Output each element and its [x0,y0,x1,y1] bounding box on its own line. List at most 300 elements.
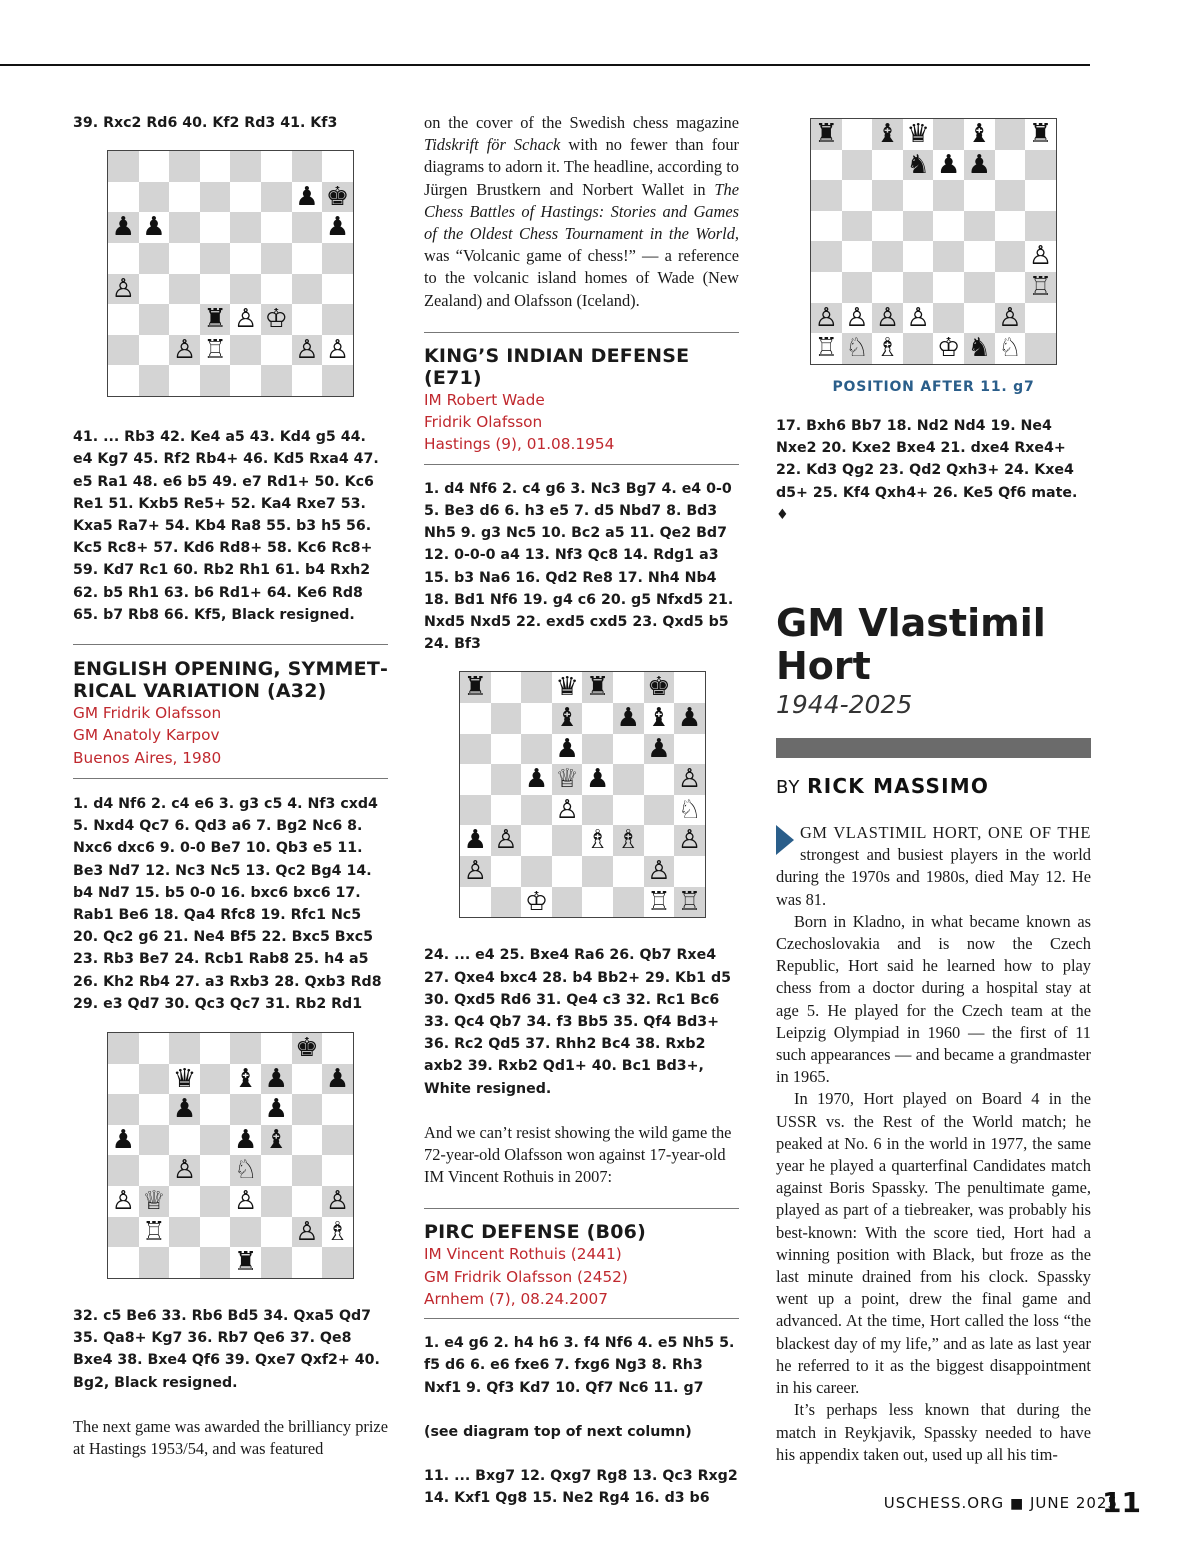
board-square [521,825,552,856]
white-pawn-icon: ♙ [814,302,838,333]
board-square [903,241,934,272]
text-span: with no fewer than four diagrams to adorn it. The headline, according to Jürgen Brustkern and Norbert Wallet in [424,135,739,199]
white-pawn-icon: ♙ [295,1216,319,1247]
board-square [292,1064,323,1095]
black-rook-icon: ♜ [234,1247,258,1278]
board-square [139,151,170,182]
book-title: The Chess Battles of Hastings: Stories and Games of the Oldest Chess Tournament in the World, [424,179,739,244]
board-square [995,272,1026,303]
board-square [139,274,170,305]
white-pawn-icon: ♙ [1028,241,1053,272]
title-bar [776,738,1091,758]
board-square [613,856,644,887]
board-square [139,335,170,366]
board-square [139,1094,170,1125]
site-name: USCHESS.ORG [883,1494,1005,1512]
page-number: 11 [1102,1486,1141,1519]
board-square [521,703,552,734]
board-square [460,764,491,795]
moves-text: 1. e4 g6 2. h4 h6 3. f4 Nf6 4. e5 Nh5 5. f5 d6 6. e6 fxe6 7. fxg6 Ng3 8. Rh3 Nxf1 9. Qf3 Kd7 10. Qf7 Nc6 11. g7 [424,1335,735,1396]
board-square [169,1217,200,1248]
black-rook-icon: ♜ [586,672,610,703]
black-bishop-icon: ♝ [555,702,579,733]
black-queen-icon: ♛ [172,1063,197,1094]
board-square [292,304,323,335]
white-pawn-icon: ♙ [234,1185,258,1216]
white-rook-icon: ♖ [677,886,702,917]
board-square [292,274,323,305]
black-pawn-icon: ♟ [111,212,135,243]
board-square [108,335,139,366]
board-square [200,243,231,274]
board-square [491,856,522,887]
byline [776,774,1091,798]
board-square [613,887,644,918]
board-square [933,211,964,242]
black-bishop-icon: ♝ [967,119,991,149]
board-square [108,1094,139,1125]
board-square [292,1125,323,1156]
board-square [933,119,964,150]
column-2 [424,112,739,1509]
black-pawn-icon: ♟ [325,1063,350,1094]
board-square [933,303,964,334]
board-square [261,151,292,182]
board-square [169,304,200,335]
board-square [139,182,170,213]
board-square [613,672,644,703]
board-square [644,795,675,826]
lead-caps: GM VLASTIMIL HORT, ONE OF THE [800,823,1091,843]
board-square [842,272,873,303]
black-player: Fridrik Olafsson [424,413,543,432]
board-square [261,1247,292,1278]
board-square [842,241,873,272]
black-rook-icon: ♜ [203,304,227,335]
white-pawn-icon: ♙ [325,1185,350,1216]
board-square [322,151,353,182]
black-player: GM Anatoly Karpov [73,726,220,745]
board-square [139,1247,170,1278]
moves-text: 1. d4 Nf6 2. c4 g6 3. Nc3 Bg7 4. e4 0-0 5. Be3 d6 6. h3 e5 7. d5 Nbd7 8. Bd3 Nh5 9. g3 Nc5 10. Bc2 a5 11. Qe2 Bd7 12. 0-0-0 a4 13. Nf3 Qc8 14. Rdg1 a3 15. b3 Na6 16. Qd2 Re8 17. Nh4 Nb4 18. Bd1 Nf6 19. g4 c6 20. g5 Nfxd5 21. Nxd5 Nxd5 22. exd5 cxd5 23. Qxd5 b5 24. Bf3 [424,480,734,653]
white-bishop-icon: ♗ [325,1216,350,1247]
board-square [1025,211,1056,242]
black-pawn-icon: ♟ [264,1063,288,1094]
board-square [261,1155,292,1186]
board-square [964,241,995,272]
board-square [644,764,675,795]
board-square [292,1094,323,1125]
black-player: GM Fridrik Olafsson (2452) [424,1267,628,1286]
text-span: 17. Bxh6 Bb7 18. Nd2 Nd4 19. Ne4 Nxe2 20. Kxe2 Bxe4 21. dxe4 Rxe4+ 22. Kd3 Qg2 23. Qd2 Qxh3+ 24. Kxe4 d5+ 25. Kf4 Qxh4+ 26. Ke5 Qf6 mate. [776,418,1078,501]
board-square [261,335,292,366]
white-rook-icon: ♖ [142,1216,166,1247]
board-square [200,274,231,305]
board-square [108,1217,139,1248]
board-square [200,1125,231,1156]
board-square [872,211,903,242]
board-square [1025,333,1056,364]
white-pawn-icon: ♙ [677,764,702,795]
board-square [200,212,231,243]
board-square [322,243,353,274]
board-square [811,272,842,303]
board-square [491,734,522,765]
board-square [613,795,644,826]
board-square [169,1186,200,1217]
white-pawn-icon: ♙ [494,825,518,856]
board-square [139,365,170,396]
moves-text: 39. Rxc2 Rd6 40. Kf2 Rd3 41. Kf3 [73,115,338,131]
board-square [582,703,613,734]
text-span: was “Volcanic game of chess!” — a reference to the volcanic island homes of Wade (New Zealand) and Olafsson (Iceland). [424,246,739,310]
board-square [964,180,995,211]
board-square [200,1094,231,1125]
white-pawn-icon: ♙ [647,855,671,886]
board-square [322,1033,353,1064]
board-square [108,243,139,274]
black-pawn-icon: ♟ [967,149,991,180]
black-pawn-icon: ♟ [463,825,487,856]
board-square [964,272,995,303]
white-pawn-icon: ♙ [111,273,135,304]
white-pawn-icon: ♙ [172,1155,197,1186]
board-square [169,1247,200,1278]
white-king-icon: ♔ [937,333,961,364]
board-square [322,274,353,305]
article-title: GM Vlastimil Hort [776,601,1046,689]
black-pawn-icon: ♟ [295,181,319,212]
white-pawn-icon: ♙ [295,334,319,365]
board-square [521,734,552,765]
square-icon: ■ [1009,1496,1025,1512]
board-square [964,211,995,242]
body-paragraph: In 1970, Hort played on Board 4 in the USSR vs. the Rest of the World match; he peaked at No. 6 in the world in 1977, the same year he played a quarterfinal Candidates match against Boris Spassky. The penultimate game, played as part of a tiebreaker, was probably his best-known: With the score tied, Hort had a winning position with Black, but froze as the last minute drained from his clock. Spassky went up a point, drew the final game and advanced. At the time, Hort called the loss “the blackest day of my life,” and as late as last year he referred to it as the biggest disappointment in his career. [776,1089,1091,1398]
moves-text: 32. c5 Be6 33. Rb6 Bd5 34. Qxa5 Qd7 35. Qa8+ Kg7 36. Rb7 Qe6 37. Qe8 Bxe4 38. Bxe4 Qf6 39. Qxe7 Qxf2+ 40. Bg2, Black resigned. [73,1307,380,1391]
black-pawn-icon: ♟ [647,733,671,764]
board-square [230,243,261,274]
black-pawn-icon: ♟ [142,212,166,243]
board-square [230,1094,261,1125]
board-square [169,243,200,274]
board-square [613,734,644,765]
board-square [261,243,292,274]
black-pawn-icon: ♟ [616,702,640,733]
board-square [903,211,934,242]
board-square [139,1033,170,1064]
board-square [139,304,170,335]
board-square [903,333,934,364]
moves-text: 1. d4 Nf6 2. c4 e6 3. g3 c5 4. Nf3 cxd4 5. Nxd4 Qc7 6. Qd3 a6 7. Bg2 Nc6 8. Nxc6 dxc6 9. 0-0 Be7 10. Qb3 e5 11. Be3 Nd7 12. Nc3 Nc5 13. Qc2 Bg4 14. b4 Nd7 15. b5 0-0 16. bxc6 bxc6 17. Rab1 Be6 18. Qa4 Rfc8 19. Rfc1 Nc5 20. Qc2 g6 21. Ne4 Bf5 22. Bxc5 Bxc5 23. Rb3 Be7 24. Rcb1 Rab8 25. h4 a5 26. Kh2 Rb4 27. a3 Rxb3 28. Qxb3 Rd8 29. e3 Qd7 30. Qc3 Qc7 31. Rb2 Rd1 [73,795,382,1012]
board-square [903,272,934,303]
divider [424,332,739,333]
white-bishop-icon: ♗ [875,333,900,364]
issue-date: JUNE 2025 [1029,1494,1118,1512]
white-pawn-icon: ♙ [677,825,702,856]
opening-heading: KING’S INDIAN DEFENSE (E71) [424,344,690,389]
board-square [842,150,873,181]
body-paragraph: Born in Kladno, in what became known as Czechoslovakia and is now the Czech Republic, Hort said he learned how to play chess from a doctor during a hospital stay at age 5. He played for the Czech team at the Leipzig Olympiad in 1960 — the first of 11 such appearances — and became a grandmaster in 1965. [776,911,1091,1087]
board-square [552,825,583,856]
black-pawn-icon: ♟ [937,149,961,180]
board-square [811,241,842,272]
board-square [169,365,200,396]
board-square [169,182,200,213]
board-square [460,734,491,765]
board-square [964,303,995,334]
white-pawn-icon: ♙ [906,302,930,333]
board-square [842,211,873,242]
board-square [108,182,139,213]
magazine-title: Tidskrift för Schack [424,135,561,155]
board-square [292,151,323,182]
top-rule [0,64,1090,66]
board-square [552,856,583,887]
byline-prefix: BY [776,777,801,799]
board-square [292,243,323,274]
black-pawn-icon: ♟ [555,733,579,764]
board-square [613,764,644,795]
board-square [322,1094,353,1125]
board-square [322,1155,353,1186]
board-square [292,1186,323,1217]
divider [73,778,388,779]
white-pawn-icon: ♙ [172,334,197,365]
opening-heading: PIRC DEFENSE (B06) [424,1221,646,1244]
board-square [200,151,231,182]
board-square [582,734,613,765]
board-square [169,274,200,305]
board-square [200,1155,231,1186]
text-span: strongest and busiest players in the world during the 1970s and 1980s, died May 12. He was 81. [776,845,1091,909]
board-square [491,672,522,703]
white-player: IM Robert Wade [424,390,545,409]
board-square [674,672,705,703]
board-square [200,1064,231,1095]
board-square [995,211,1026,242]
end-mark-icon: ♦ [776,506,789,523]
board-square [491,703,522,734]
board-square [261,212,292,243]
board-square [491,887,522,918]
black-bishop-icon: ♝ [875,119,900,149]
white-pawn-icon: ♙ [325,334,350,365]
board-square [582,795,613,826]
board-square [842,119,873,150]
board-square [292,1155,323,1186]
white-king-icon: ♔ [524,886,549,917]
board-square [200,182,231,213]
board-square [322,365,353,396]
board-square [261,1217,292,1248]
black-pawn-icon: ♟ [677,702,702,733]
black-pawn-icon: ♟ [325,212,350,243]
board-square [674,856,705,887]
opening-heading: ENGLISH OPENING, SYMMETRICAL VARIATION (A32) [73,658,388,703]
board-square [261,1033,292,1064]
author-name: RICK MASSIMO [807,774,990,799]
board-square [169,151,200,182]
white-pawn-icon: ♙ [845,302,869,333]
board-square [995,150,1026,181]
board-square [139,1125,170,1156]
column-1 [73,112,388,1460]
board-square [230,212,261,243]
page-footer [884,1494,1118,1512]
board-square [261,1186,292,1217]
board-square [292,212,323,243]
white-queen-icon: ♕ [555,764,579,795]
black-rook-icon: ♜ [814,119,838,149]
black-bishop-icon: ♝ [264,1124,288,1155]
white-bishop-icon: ♗ [586,825,610,856]
board-square [582,887,613,918]
chess-diagram [459,671,706,918]
black-knight-icon: ♞ [906,149,930,180]
article-dates: 1944-2025 [776,690,913,720]
triangle-icon [776,825,794,855]
divider [424,1318,739,1319]
white-pawn-icon: ♙ [111,1185,135,1216]
black-pawn-icon: ♟ [586,764,610,795]
board-square [521,672,552,703]
black-king-icon: ♚ [647,672,671,703]
board-square [139,1064,170,1095]
board-square [230,1033,261,1064]
board-square [1025,303,1056,334]
event-info: Arnhem (7), 08.24.2007 [424,1289,609,1308]
board-square [811,211,842,242]
body-paragraph: The next game was awarded the brilliancy prize at Hastings 1953/54, and was featured [73,1416,388,1458]
board-square [674,734,705,765]
board-square [292,1247,323,1278]
chess-diagram [107,1032,354,1279]
white-rook-icon: ♖ [647,886,671,917]
board-square [108,1033,139,1064]
white-pawn-icon: ♙ [875,302,900,333]
board-square [139,243,170,274]
board-square [322,1125,353,1156]
white-pawn-icon: ♙ [234,304,258,335]
board-square [491,795,522,826]
board-square [108,1064,139,1095]
event-info: Buenos Aires, 1980 [73,748,222,767]
divider [424,464,739,465]
board-square [552,887,583,918]
body-paragraph: It’s perhaps less known that during the match in Reykjavik, Spassky needed to have his appendix taken out, used up all his tim- [776,1400,1091,1464]
board-square [169,1125,200,1156]
board-square [521,795,552,826]
board-square [491,764,522,795]
board-square [872,241,903,272]
board-square [139,1155,170,1186]
board-square [261,182,292,213]
board-square [460,703,491,734]
black-bishop-icon: ♝ [647,702,671,733]
board-square [108,1155,139,1186]
board-square [933,241,964,272]
board-square [460,795,491,826]
board-square [108,151,139,182]
white-queen-icon: ♕ [142,1185,166,1216]
board-square [842,180,873,211]
white-pawn-icon: ♙ [998,302,1022,333]
white-pawn-icon: ♙ [463,855,487,886]
chess-diagram [107,150,354,397]
board-square [230,1217,261,1248]
board-square [261,365,292,396]
text-span: on the cover of the Swedish chess magazine [424,113,739,132]
white-knight-icon: ♘ [234,1155,258,1186]
board-square [292,365,323,396]
moves-text: 24. ... e4 25. Bxe4 Ra6 26. Qb7 Rxe4 27. Qxe4 bxc4 28. b4 Bb2+ 29. Kb1 d5 30. Qxd5 Rd6 31. Qe4 c3 32. Rc1 Bc6 33. Qc4 Qb7 34. f3 Bb5 35. Qf4 Bd3+ 36. Rc2 Qd5 37. Rhh2 Bc4 38. Rxb2 axb2 39. Rxb2 Qd1+ 40. Bc1 Bd3+, White resigned. [424,947,732,1097]
body-paragraph: And we can’t resist showing the wild game the 72-year-old Olafsson won against 17-year-old IM Vincent Rothuis in 2007: [424,1122,732,1187]
board-square [1025,150,1056,181]
board-square [995,119,1026,150]
board-square [322,1247,353,1278]
black-queen-icon: ♛ [906,119,930,149]
board-square [872,180,903,211]
board-square [322,304,353,335]
body-paragraph [424,112,739,312]
board-square [582,856,613,887]
board-square [903,180,934,211]
black-queen-icon: ♛ [555,672,579,703]
white-rook-icon: ♖ [814,333,838,364]
black-pawn-icon: ♟ [234,1124,258,1155]
board-square [230,274,261,305]
white-knight-icon: ♘ [845,333,869,364]
board-square [995,241,1026,272]
white-rook-icon: ♖ [1028,272,1053,302]
black-king-icon: ♚ [295,1032,319,1063]
black-rook-icon: ♜ [1028,119,1053,149]
board-square [108,1247,139,1278]
board-square [200,1186,231,1217]
board-square [169,212,200,243]
board-square [811,150,842,181]
board-square [872,272,903,303]
diagram-caption: POSITION AFTER 11. g7 [832,379,1035,395]
board-square [1025,180,1056,211]
board-square [995,180,1026,211]
board-square [460,887,491,918]
board-square [230,182,261,213]
black-pawn-icon: ♟ [264,1094,288,1125]
white-player: GM Fridrik Olafsson [73,704,222,723]
board-square [261,274,292,305]
divider [424,1208,739,1209]
chess-diagram [810,118,1057,365]
board-square [521,856,552,887]
white-rook-icon: ♖ [203,334,227,365]
board-square [108,365,139,396]
moves-text [776,415,1091,526]
board-square [200,365,231,396]
column-3 [776,118,1091,1466]
board-square [933,180,964,211]
black-pawn-icon: ♟ [111,1124,135,1155]
white-king-icon: ♔ [264,304,288,335]
board-square [933,272,964,303]
black-bishop-icon: ♝ [234,1063,258,1094]
divider [73,644,388,645]
board-square [644,825,675,856]
white-knight-icon: ♘ [677,794,702,825]
board-square [169,1033,200,1064]
black-pawn-icon: ♟ [524,764,549,795]
white-player: IM Vincent Rothuis (2441) [424,1245,622,1264]
